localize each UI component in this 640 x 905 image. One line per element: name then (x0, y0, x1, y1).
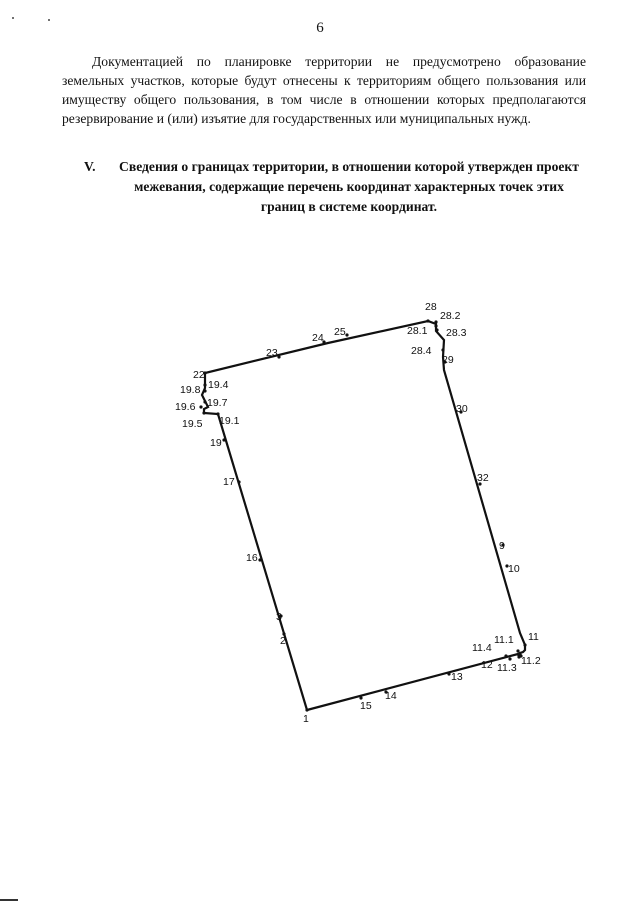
boundary-point-label: 19.1 (219, 415, 240, 427)
boundary-point-label: 19.7 (207, 397, 228, 409)
boundary-point-label: 11.4 (472, 642, 492, 654)
boundary-point-marker (277, 355, 280, 358)
boundary-point-marker (504, 654, 507, 657)
boundary-point-label: 1 (303, 713, 309, 725)
boundary-point-label: 9 (499, 540, 505, 552)
boundary-point-marker (258, 558, 261, 561)
boundary-point-label: 30 (456, 403, 468, 415)
page-number: 6 (316, 20, 324, 36)
boundary-point-marker (523, 643, 526, 646)
boundary-point-label: 12 (481, 659, 493, 671)
scan-edge-mark (0, 899, 18, 901)
boundary-point-marker (426, 319, 429, 322)
boundary-point-marker (202, 411, 205, 414)
boundary-point-marker (508, 657, 511, 660)
boundary-point-marker (435, 328, 438, 331)
boundary-point-label: 19.6 (175, 401, 196, 413)
boundary-point-marker (434, 324, 437, 327)
boundary-point-label: 19 (210, 437, 222, 449)
boundary-point-label: 17 (223, 476, 235, 488)
boundary-point-marker (441, 348, 444, 351)
boundary-point-label: 25 (334, 326, 346, 338)
boundary-point-label: 23 (266, 347, 278, 359)
boundary-point-label: 11.1 (494, 634, 514, 646)
boundary-point-marker (203, 389, 206, 392)
boundary-point-label: 22 (193, 369, 205, 381)
boundary-point-marker (199, 405, 202, 408)
boundary-point-label: 28.1 (407, 325, 428, 337)
body-paragraph: Документацией по планировке территории не предусмотрено образование земельных участков, которые будут отнесены к территориям общего пользования или имуществу общего пользования, в том числе в отношении которых предполагаются резервирование и (или) изъятие для государственных или муниципальных нужд. (62, 54, 586, 126)
boundary-point-label: 11 (528, 631, 539, 643)
boundary-point-label: 14 (385, 690, 397, 702)
boundary-point-label: 19.4 (208, 379, 229, 391)
boundary-point-marker (203, 383, 206, 386)
boundary-point-marker (305, 708, 308, 711)
boundary-point-label: 28 (425, 301, 437, 313)
boundary-point-marker (345, 333, 348, 336)
boundary-point-label: 16 (246, 552, 258, 564)
boundary-point-label: 11.2 (521, 655, 541, 667)
boundary-point-label: 29 (442, 354, 454, 366)
boundary-point-label: 3 (276, 611, 282, 623)
boundary-point-label: 15 (360, 700, 372, 712)
boundary-point-label: 28.4 (411, 345, 432, 357)
section-number: V. (84, 159, 96, 174)
boundary-point-label: 24 (312, 332, 324, 344)
section-title: Сведения о границах территории, в отношении которой утвержден проект межевания, содержащие перечень координат характерных точек этих границ в системе координат. (119, 159, 579, 214)
boundary-point-label: 19.8 (180, 384, 201, 396)
boundary-point-marker (237, 480, 240, 483)
boundary-point-label: 19.5 (182, 418, 203, 430)
boundary-point-marker (434, 320, 437, 323)
boundary-point-label: 28.3 (446, 327, 467, 339)
boundary-point-label: 28.2 (440, 310, 461, 322)
boundary-point-marker (516, 649, 519, 652)
boundary-point-label: 13 (451, 671, 463, 683)
boundary-point-label: 11.3 (497, 662, 517, 674)
boundary-point-label: 2 (280, 635, 286, 647)
boundary-point-marker (222, 438, 225, 441)
boundary-point-label: 32 (477, 472, 489, 484)
boundary-point-label: 10 (508, 563, 520, 575)
